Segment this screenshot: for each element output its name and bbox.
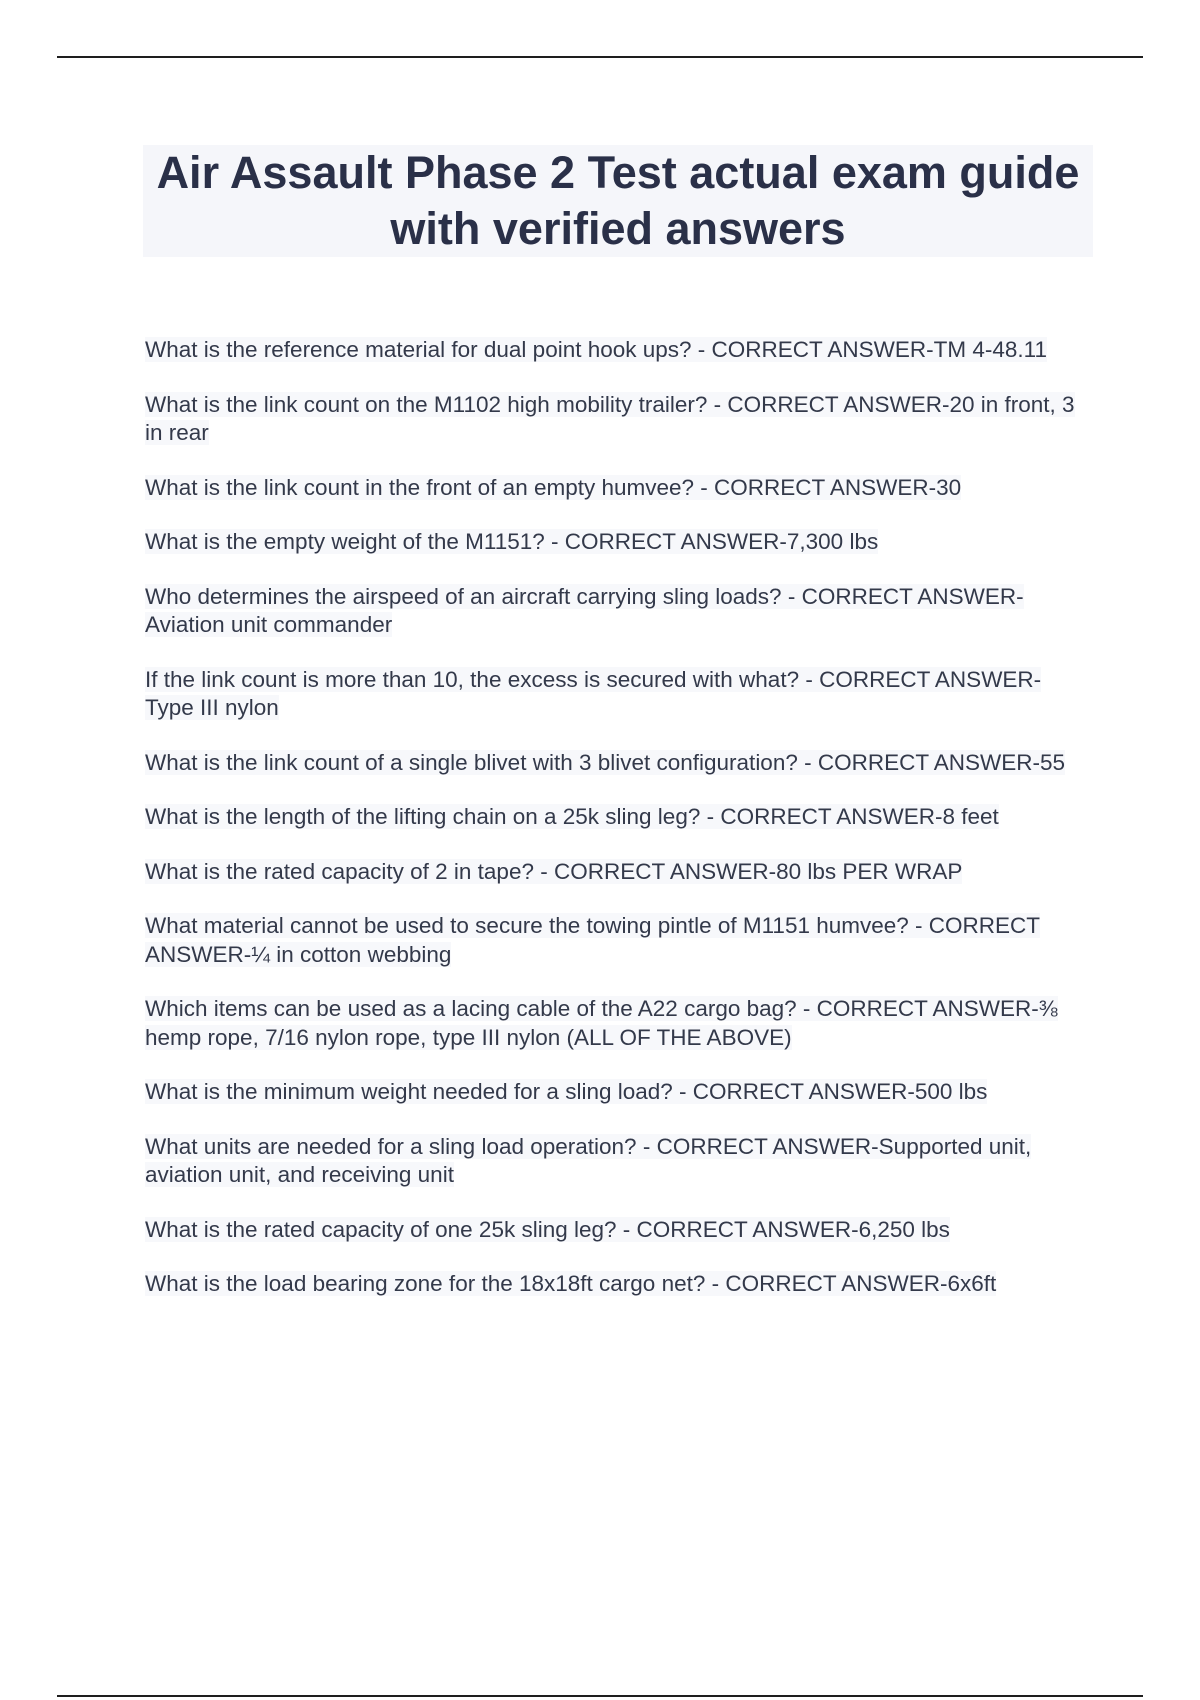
qa-item [145,912,1085,969]
qa-item [145,391,1085,448]
qa-item-text: What is the reference material for dual point hook ups? - CORRECT ANSWER-TM 4-48.11 [145,337,1048,362]
qa-item [145,1133,1085,1190]
bottom-rule [57,1695,1143,1697]
qa-item [145,666,1085,723]
qa-item-text: What is the link count in the front of an empty humvee? - CORRECT ANSWER-30 [145,474,962,500]
qa-item [145,1078,1085,1107]
qa-item-text: What is the rated capacity of 2 in tape? - CORRECT ANSWER-80 lbs PER WRAP [145,858,963,884]
qa-item-text: Who determines the airspeed of an aircraft carrying sling loads? - CORRECT ANSWER-Aviation unit commander [145,583,1024,637]
qa-item [145,528,1085,557]
qa-item [145,858,1085,887]
top-rule [57,56,1143,58]
qa-item [145,1270,1085,1299]
qa-item-text: What is the link count of a single blivet with 3 blivet configuration? - CORRECT ANSWER-55 [145,749,1065,775]
question-answer-list [145,336,1085,1325]
qa-item-text: What is the empty weight of the M1151? - CORRECT ANSWER-7,300 lbs [145,529,879,554]
qa-item-text: What is the minimum weight needed for a sling load? - CORRECT ANSWER-500 lbs [145,1079,988,1104]
qa-item [145,803,1085,832]
qa-item [145,1216,1085,1245]
qa-item-text: What material cannot be used to secure the towing pintle of M1151 humvee? - CORRECT ANSWER-¼ in cotton webbing [145,913,1041,967]
qa-item [145,474,1085,503]
qa-item-text: What is the load bearing zone for the 18x18ft cargo net? - CORRECT ANSWER-6x6ft [145,1271,997,1296]
qa-item [145,583,1085,640]
qa-item-text: What is the rated capacity of one 25k sling leg? - CORRECT ANSWER-6,250 lbs [145,1216,950,1242]
document-title: Air Assault Phase 2 Test actual exam guide with verified answers [156,147,1080,254]
qa-item-text: What is the length of the lifting chain on a 25k sling leg? - CORRECT ANSWER-8 feet [145,804,999,829]
qa-item-text: If the link count is more than 10, the excess is secured with what? - CORRECT ANSWER-Type III nylon [145,666,1042,720]
qa-item-text: What is the link count on the M1102 high mobility trailer? - CORRECT ANSWER-20 in front, 3 in rear [145,391,1075,445]
qa-item [145,336,1085,365]
title-banner [143,145,1093,257]
qa-item-text: Which items can be used as a lacing cable of the A22 cargo bag? - CORRECT ANSWER-⅜ hemp rope, 7/16 nylon rope, type III nylon (ALL OF THE ABOVE) [145,996,1058,1050]
qa-item [145,995,1085,1052]
qa-item [145,749,1085,778]
qa-item-text: What units are needed for a sling load operation? - CORRECT ANSWER-Supported unit, aviation unit, and receiving unit [145,1133,1032,1187]
